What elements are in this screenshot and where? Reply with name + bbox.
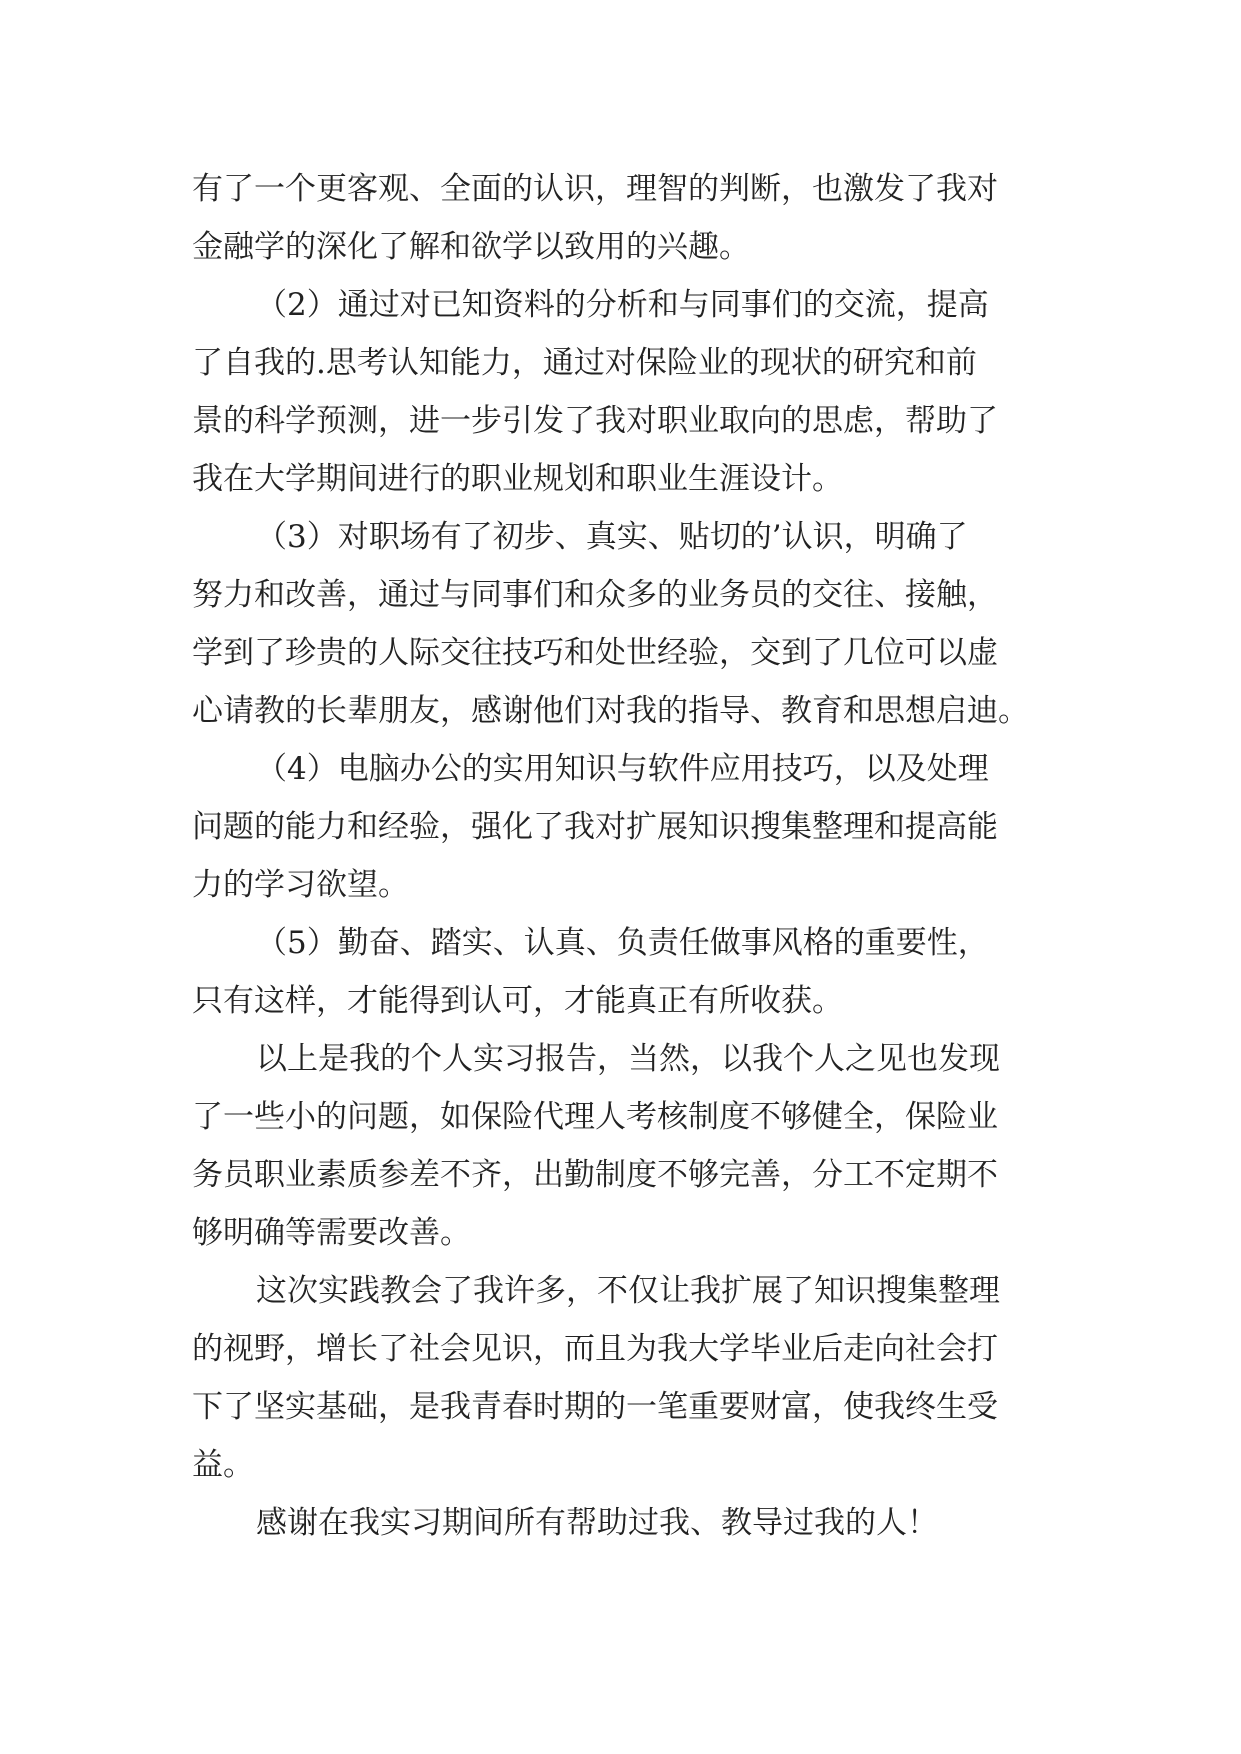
text-line: 心请教的长辈朋友，感谢他们对我的指导、教育和思想启迪。 <box>192 693 1029 729</box>
text-line: 力的学习欲望。 <box>192 867 409 903</box>
text-line: 努力和改善，通过与同事们和众多的业务员的交往、接触， <box>192 577 998 613</box>
text-line: 问题的能力和经验，强化了我对扩展知识搜集整理和提高能 <box>192 809 998 845</box>
text-line: 务员职业素质参差不齐，出勤制度不够完善，分工不定期不 <box>192 1157 998 1193</box>
text-line: （3）对职场有了初步、真实、贴切的’认识，明确了 <box>256 519 968 555</box>
text-line: 我在大学期间进行的职业规划和职业生涯设计。 <box>192 461 843 497</box>
text-line: （4）电脑办公的实用知识与软件应用技巧，以及处理 <box>256 751 989 787</box>
text-line: 的视野，增长了社会见识，而且为我大学毕业后走向社会打 <box>192 1331 998 1367</box>
text-line: 了一些小的问题，如保险代理人考核制度不够健全，保险业 <box>192 1099 998 1135</box>
text-line: 景的科学预测，进一步引发了我对职业取向的思虑，帮助了 <box>192 403 998 439</box>
text-line: 有了一个更客观、全面的认识，理智的判断，也激发了我对 <box>192 171 998 207</box>
text-line: 以上是我的个人实习报告，当然，以我个人之见也发现 <box>256 1041 1000 1077</box>
text-line: 下了坚实基础，是我青春时期的一笔重要财富，使我终生受 <box>192 1389 998 1425</box>
document-body <box>192 160 1072 1552</box>
text-line: 够明确等需要改善。 <box>192 1215 471 1251</box>
text-line: （2）通过对已知资料的分析和与同事们的交流，提高 <box>256 287 989 323</box>
text-line: 了自我的.思考认知能力，通过对保险业的现状的研究和前 <box>192 345 977 381</box>
text-line: 感谢在我实习期间所有帮助过我、教导过我的人！ <box>256 1505 938 1541</box>
text-line: 学到了珍贵的人际交往技巧和处世经验，交到了几位可以虚 <box>192 635 998 671</box>
text-line: 益。 <box>192 1447 254 1483</box>
text-line: 只有这样，才能得到认可，才能真正有所收获。 <box>192 983 843 1019</box>
text-line: （5）勤奋、踏实、认真、负责任做事风格的重要性， <box>256 925 989 961</box>
text-line: 这次实践教会了我许多，不仅让我扩展了知识搜集整理 <box>256 1273 1000 1309</box>
text-line: 金融学的深化了解和欲学以致用的兴趣。 <box>192 229 750 265</box>
